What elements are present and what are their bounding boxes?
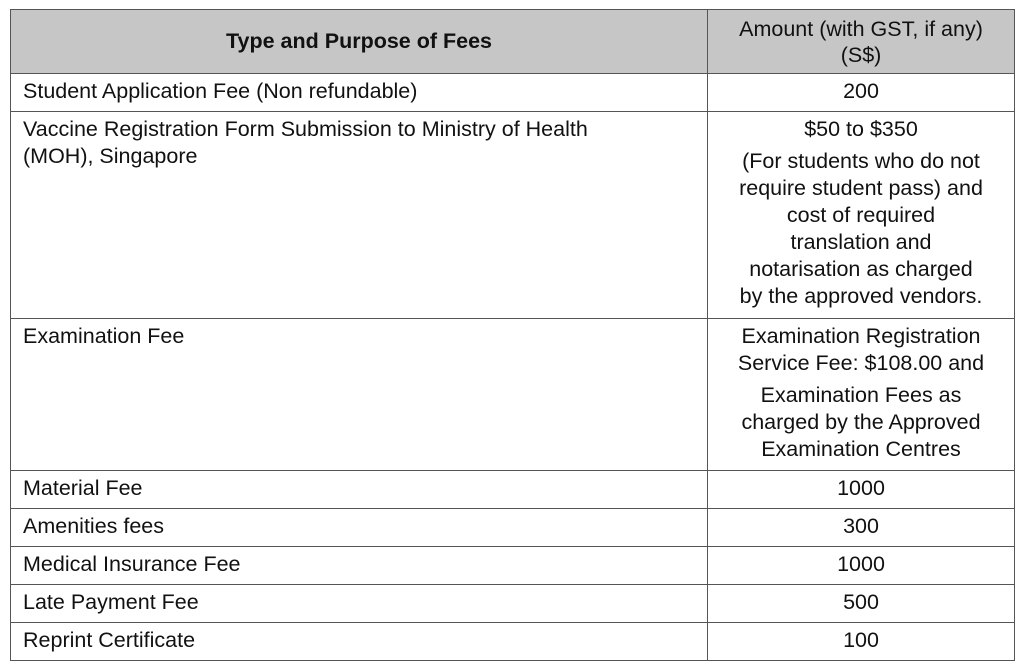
fee-type-cell: Reprint Certificate [11, 623, 708, 661]
header-amount [708, 10, 1015, 74]
fee-type-cell: Student Application Fee (Non refundable) [11, 74, 708, 112]
fee-amount-cell: 200 [708, 74, 1015, 112]
table-row [11, 585, 1015, 623]
table-row [11, 547, 1015, 585]
fee-amount-cell [708, 319, 1015, 471]
header-type-purpose: Type and Purpose of Fees [11, 10, 708, 74]
fee-amount-line: Examination Fees as [760, 383, 962, 407]
fee-amount-line: require student pass) and [739, 176, 983, 200]
fee-amount-line: by the approved vendors. [739, 284, 983, 308]
table-row [11, 112, 1015, 319]
fee-type-line: (MOH), Singapore [23, 144, 198, 168]
fee-amount-line: Examination Centres [761, 437, 961, 461]
fee-amount-cell: 1000 [708, 547, 1015, 585]
fee-type-cell: Examination Fee [11, 319, 708, 471]
fee-type-cell: Late Payment Fee [11, 585, 708, 623]
fees-table [10, 9, 1015, 661]
fee-amount-line: charged by the Approved [741, 410, 981, 434]
header-amount-line: Amount (with GST, if any) [739, 16, 983, 41]
header-amount-unit: (S$) [840, 42, 882, 67]
table-row [11, 623, 1015, 661]
fee-amount-cell [708, 112, 1015, 319]
table-row [11, 74, 1015, 112]
fee-amount-cell: 300 [708, 509, 1015, 547]
table-row [11, 471, 1015, 509]
table-row [11, 319, 1015, 471]
fee-amount-line: translation and [790, 230, 932, 254]
fee-amount-cell: 100 [708, 623, 1015, 661]
fee-amount-line: Service Fee: $108.00 and [737, 351, 985, 375]
fee-type-cell: Medical Insurance Fee [11, 547, 708, 585]
fee-type-line: Vaccine Registration Form Submission to Ministry of Health [23, 117, 588, 141]
fee-amount-line: $50 to $350 [804, 117, 918, 141]
fee-amount-line: Examination Registration [741, 324, 981, 348]
fee-amount-cell: 500 [708, 585, 1015, 623]
fee-type-cell: Material Fee [11, 471, 708, 509]
fee-amount-line: (For students who do not [742, 149, 980, 173]
fee-amount-line: notarisation as charged [749, 257, 973, 281]
fee-type-cell: Amenities fees [11, 509, 708, 547]
fee-amount-cell: 1000 [708, 471, 1015, 509]
table-row [11, 509, 1015, 547]
fee-amount-line: cost of required [786, 203, 936, 227]
header-row [11, 10, 1015, 74]
fee-type-cell [11, 112, 708, 319]
